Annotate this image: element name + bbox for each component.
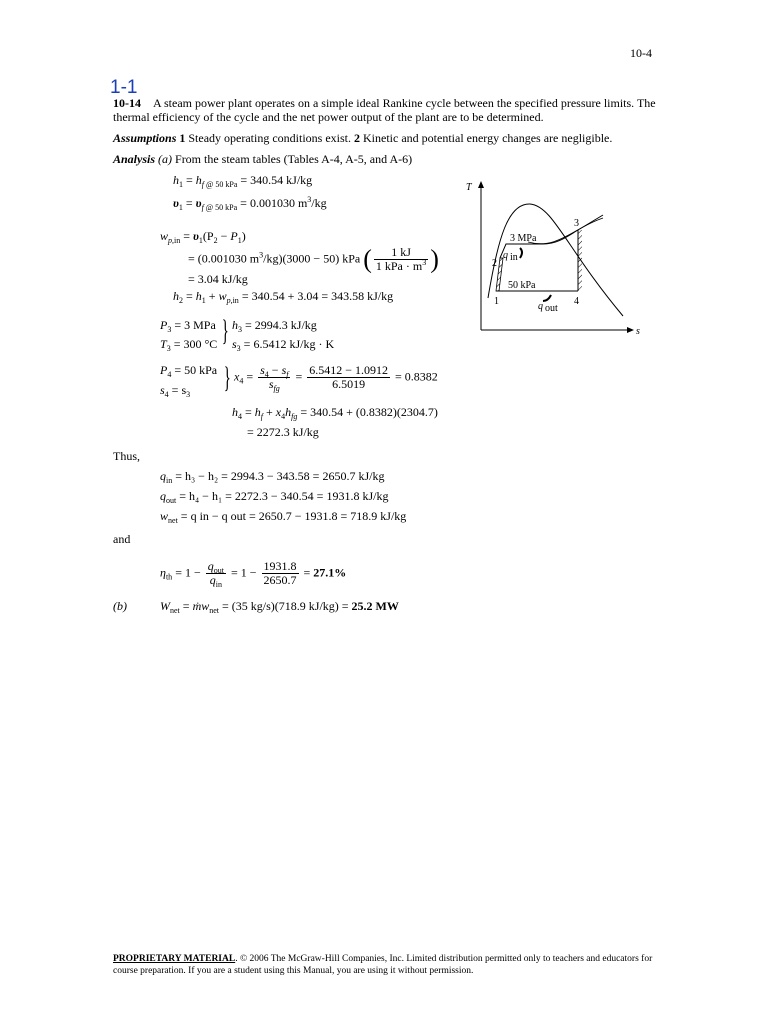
label-qin-sub: in [510, 252, 518, 263]
eq-h4-line2: = 2272.3 kJ/kg [247, 425, 319, 439]
s-axis-arrow-icon [627, 327, 634, 333]
qout-arrow-icon [543, 295, 551, 301]
assumption-1-text: Steady operating conditions exist. [188, 131, 352, 145]
problem-number: 10-14 [113, 96, 141, 110]
eq-t3: $T_3 = 300$ °C [160, 337, 218, 353]
footer [113, 953, 653, 977]
point-2: 2 [492, 258, 497, 269]
eta-result: 27.1% [313, 565, 347, 580]
power-result: 25.2 MW [351, 599, 399, 613]
assumptions [113, 131, 658, 145]
ts-diagram-svg [458, 178, 648, 338]
s-axis-label: s [636, 326, 640, 337]
page-stamp: 1-1 [110, 77, 138, 98]
eq-h4: $h_4 = h_f + x_4h_{fg} = 340.54 + (0.8382)(2304.7)$ [232, 405, 438, 421]
assumption-2-number: 2 [354, 131, 361, 145]
eq-h1: $h_1 = h_{f @ 50 kPa} = 340.54$ kJ/kg [173, 173, 313, 189]
brace-3: } [221, 314, 229, 347]
brace-4: } [223, 361, 231, 394]
eq-wp-line2: = (0.001030 $m^3/kg)(3000 - 50)$ kPa ( $\frac{1 kJ}{1 kPa \cdot m^3}$ ) [188, 244, 439, 274]
saturation-dome [488, 204, 623, 316]
qin-arrow-icon [520, 248, 522, 258]
eq-p4: $P_4 = 50$ kPa [160, 363, 218, 379]
point-1: 1 [494, 296, 499, 307]
problem-text: A steam power plant operates on a simple ideal Rankine cycle between the specified pressure limits. The thermal efficiency of the cycle and the net power output of the plant are to be determined. [113, 96, 656, 124]
label-qout-sub: out [545, 303, 558, 314]
problem-statement [113, 96, 658, 124]
eq-v1: $\upsilon_1 = \upsilon_{f @ 50 kPa} = 0.001030$ $m^3/kg$ [173, 195, 327, 212]
thus-text: Thus, [113, 449, 140, 463]
eq-p3: $P_3 = 3$ MPa [160, 318, 216, 334]
and-text: and [113, 532, 131, 546]
footer-text: . © 2006 The McGraw-Hill Companies, Inc. Limited distribution permitted only to teachers and educators for course preparation. If you are a student using this Manual, you are using it without permission. [113, 954, 653, 976]
label-3mpa: 3 MPa [510, 233, 537, 244]
assumptions-heading: Assumptions [113, 131, 177, 145]
eq-wnet: $w_{net} = q$ in − q out = 2650.7 − 1931.8 = 718.9 kJ/kg [160, 509, 407, 525]
eq-wnet-power: $W_{net}$ = ṁw$_{net}$ = (35 kg/s)(718.9 kJ/kg) = 25.2 MW [160, 599, 399, 615]
t-axis-label: T [466, 182, 472, 193]
pump-hatch [496, 258, 503, 291]
point-4: 4 [574, 296, 579, 307]
point-3: 3 [574, 218, 579, 229]
label-50kpa: 50 kPa [508, 280, 536, 291]
footer-proprietary: PROPRIETARY MATERIAL [113, 954, 236, 964]
turbine-hatch [578, 230, 582, 291]
eq-qout: $q_{out} = h_4 - h_1 = 2272.3 - 340.54 = 1931.8$ kJ/kg [160, 489, 389, 505]
eq-s3: $s_3 = 6.5412$ kJ/kg · K [232, 337, 335, 353]
label-qin: q [503, 250, 508, 261]
part-b-label: (b) [113, 599, 127, 613]
analysis-heading: Analysis [113, 152, 156, 166]
page-number: 10-4 [630, 46, 652, 60]
analysis-intro-text: From the steam tables (Tables A-4, A-5, and A-6) [175, 152, 413, 166]
eq-qin: $q_{in} = h_3 - h_2 = 2994.3 - 343.58 = 2650.7$ kJ/kg [160, 469, 385, 485]
t-axis-arrow-icon [478, 181, 484, 188]
eq-wp: $w_{p,in} = \upsilon_1(P_2 - P_1)$ [160, 229, 246, 245]
analysis-intro [113, 152, 658, 166]
eq-x4: $x_4$ = $\frac{s_4 - s_f}{s_{fg}}$ = $\frac{6.5412 - 1.0912}{6.5019}$ = 0.8382 [234, 363, 438, 393]
assumption-1-number: 1 [179, 131, 186, 145]
eq-h3: $h_3 = 2994.3$ kJ/kg [232, 318, 317, 334]
analysis-part: (a) [158, 152, 173, 166]
eq-h2: $h_2 = h_1 + w_{p,in} = 340.54 + 3.04 = 343.58$ kJ/kg [173, 289, 394, 305]
label-qout: q [538, 301, 543, 312]
eq-eta: $\eta_{th} = 1$ − $\frac{q_{out}}{q_{in}}$ = 1 − $\frac{1931.8}{2650.7}$ = 27.1% [160, 559, 347, 589]
ts-diagram [458, 178, 648, 338]
eq-wp-line3: = 3.04 kJ/kg [188, 272, 248, 286]
eq-s4: $s_4 = s_3$ [160, 383, 191, 399]
assumption-2-text: Kinetic and potential energy changes are negligible. [363, 131, 613, 145]
